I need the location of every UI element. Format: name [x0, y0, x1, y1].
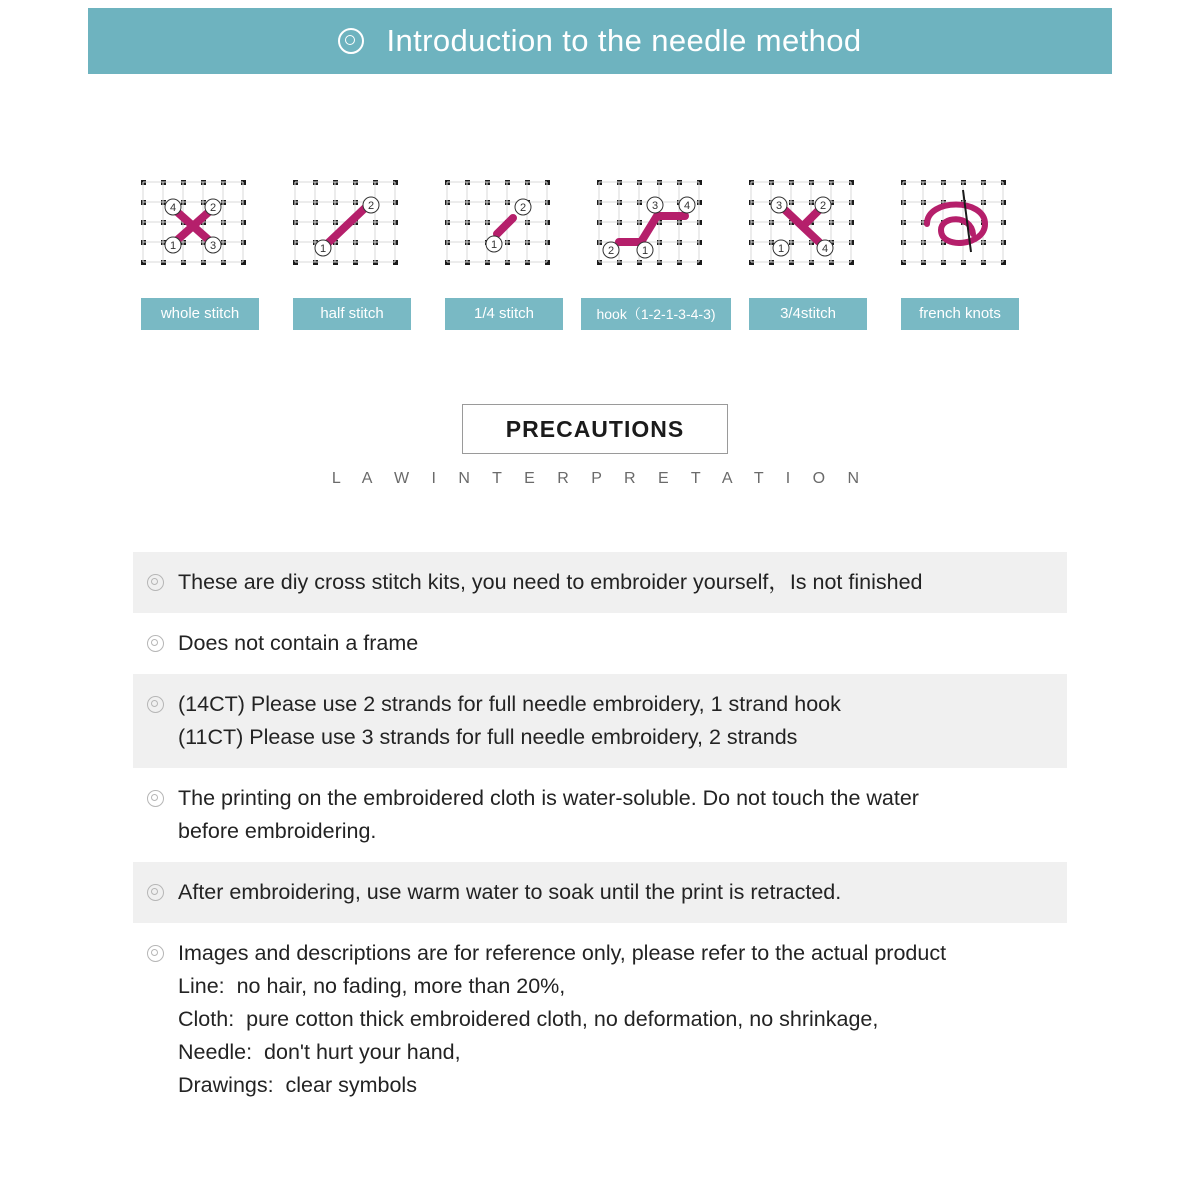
svg-text:3: 3: [209, 240, 217, 252]
list-item-text: [178, 627, 1067, 660]
list-item: [133, 862, 1067, 923]
list-item-line: Does not contain a frame: [178, 631, 419, 655]
stitch-item-half: [285, 172, 419, 330]
svg-text:4: 4: [821, 243, 829, 255]
list-item: [133, 674, 1067, 768]
circle-bullet-icon: [147, 945, 164, 962]
circle-bullet-icon: [147, 884, 164, 901]
precautions-list: [133, 552, 1067, 1116]
page-header: [88, 8, 1112, 74]
list-item-line: before embroidering.: [178, 819, 377, 843]
svg-text:1: 1: [777, 243, 785, 255]
circle-bullet-icon: [147, 635, 164, 652]
stitch-diagram-row: [133, 172, 1073, 330]
precautions-title-box: [462, 404, 728, 454]
stitch-diagram-hook: [589, 172, 723, 280]
header-content: [338, 23, 861, 59]
list-item-line: Line: no hair, no fading, more than 20%,: [178, 974, 566, 998]
list-item-line: Needle: don't hurt your hand,: [178, 1040, 461, 1064]
list-item-line: Images and descriptions are for reference only, please refer to the actual product: [178, 941, 947, 965]
stitch-item-hook: [589, 172, 723, 330]
list-item-text: [178, 876, 1067, 909]
svg-text:2: 2: [367, 200, 375, 212]
stitch-diagram-threequarter: [741, 172, 875, 280]
list-item-line: After embroidering, use warm water to soak until the print is retracted.: [178, 880, 842, 904]
svg-text:4: 4: [169, 202, 177, 214]
stitch-item-french-knots: [893, 172, 1027, 330]
list-item-line: These are diy cross stitch kits, you need to embroider yourself，Is not finished: [178, 570, 923, 594]
page-title: Introduction to the needle method: [386, 23, 862, 58]
precautions-title: PRECAUTIONS: [505, 415, 685, 442]
svg-text:3: 3: [775, 200, 783, 212]
svg-text:2: 2: [607, 245, 615, 257]
stitch-item-threequarter: [741, 172, 875, 330]
svg-text:1: 1: [319, 243, 327, 255]
stitch-diagram-quarter: [437, 172, 571, 280]
stitch-label-threequarter: 3/4stitch: [749, 298, 867, 330]
list-item-text: [178, 937, 1067, 1102]
svg-text:2: 2: [519, 202, 527, 214]
list-item: [133, 768, 1067, 862]
circle-target-icon: [338, 28, 364, 54]
list-item: [133, 613, 1067, 674]
list-item-text: [178, 688, 1067, 754]
stitch-item-whole: [133, 172, 267, 330]
stitch-label-french-knots: french knots: [901, 298, 1019, 330]
stitch-diagram-half: [285, 172, 419, 280]
list-item: [133, 923, 1067, 1116]
svg-text:4: 4: [683, 200, 691, 212]
circle-bullet-icon: [147, 574, 164, 591]
svg-text:1: 1: [490, 239, 498, 251]
stitch-label-quarter: 1/4 stitch: [445, 298, 563, 330]
list-item-line: Drawings: clear symbols: [178, 1073, 417, 1097]
list-item-line: (11CT) Please use 3 strands for full needle embroidery, 2 strands: [178, 725, 798, 749]
stitch-diagram-french-knots: [893, 172, 1027, 280]
svg-text:1: 1: [169, 240, 177, 252]
circle-bullet-icon: [147, 790, 164, 807]
list-item-text: [178, 566, 1067, 599]
stitch-item-quarter: [437, 172, 571, 330]
svg-text:2: 2: [819, 200, 827, 212]
list-item-line: The printing on the embroidered cloth is water-soluble. Do not touch the water: [178, 786, 919, 810]
list-item-text: [178, 782, 1067, 848]
stitch-label-hook: hook（1-2-1-3-4-3): [581, 298, 731, 330]
svg-text:2: 2: [209, 202, 217, 214]
svg-text:3: 3: [651, 200, 659, 212]
stitch-label-whole: whole stitch: [141, 298, 259, 330]
precautions-subtitle: L A W I N T E R P R E T A T I O N: [331, 470, 869, 487]
list-item: [133, 552, 1067, 613]
circle-bullet-icon: [147, 696, 164, 713]
list-item-line: Cloth: pure cotton thick embroidered cloth, no deformation, no shrinkage,: [178, 1007, 879, 1031]
svg-text:1: 1: [641, 245, 649, 257]
stitch-label-half: half stitch: [293, 298, 411, 330]
list-item-line: (14CT) Please use 2 strands for full needle embroidery, 1 strand hook: [178, 692, 841, 716]
stitch-diagram-whole: [133, 172, 267, 280]
